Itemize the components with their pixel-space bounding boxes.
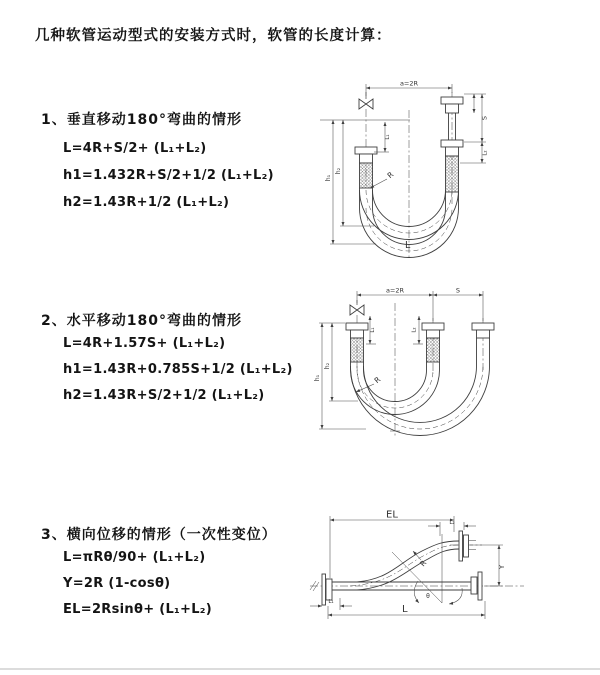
- section2-formula-L: L=4R+1.57S+ (L₁+L₂): [63, 336, 226, 351]
- d1-label-stroke: S: [480, 115, 489, 121]
- d1-label-h1: h₁: [325, 174, 332, 182]
- section3-formula-Y: Y=2R (1-cosθ): [63, 576, 171, 591]
- section3-heading: 3、横向位移的情形（一次性变位）: [41, 527, 277, 543]
- d3-label-radius: R: [417, 558, 429, 569]
- d2-label-h1: h₁: [314, 374, 321, 382]
- diagram-vertical-180-bend: [308, 66, 588, 261]
- d1-label-l1: L₁: [385, 134, 391, 140]
- section2-formula-h2: h2=1.43R+S/2+1/2 (L₁+L₂): [63, 388, 265, 403]
- d1-label-span: a=2R: [399, 79, 419, 88]
- d3-label-el: EL: [386, 509, 398, 521]
- section1-heading: 1、垂直移动180°弯曲的情形: [41, 112, 242, 128]
- diagram-lateral-displacement: [302, 502, 600, 652]
- d2-label-h2: h₂: [324, 362, 331, 370]
- page-title: 几种软管运动型式的安装方式时，软管的长度计算：: [35, 28, 392, 44]
- section3-formula-EL: EL=2Rsinθ+ (L₁+L₂): [63, 602, 213, 617]
- d1-label-radius: R: [385, 169, 396, 181]
- d3-label-theta: θ: [426, 593, 430, 600]
- d2-label-stroke: S: [455, 286, 461, 295]
- d1-label-l2: L₂: [482, 150, 489, 156]
- diagram-horizontal-180-bend: [306, 278, 591, 458]
- d2-label-l2: L₂: [411, 327, 418, 333]
- section2-heading: 2、水平移动180°弯曲的情形: [41, 313, 242, 329]
- d1-label-h2: h₂: [335, 167, 342, 175]
- d3-label-l1: L₁: [328, 599, 334, 605]
- section1-formula-h2: h2=1.43R+1/2 (L₁+L₂): [63, 195, 230, 210]
- d1-label-length: L: [405, 240, 411, 251]
- section2-formula-h1: h1=1.43R+0.785S+1/2 (L₁+L₂): [63, 362, 293, 377]
- d2-label-radius: R: [372, 374, 383, 386]
- d3-label-y: Y: [498, 564, 506, 570]
- d3-label-l2: L₂: [449, 520, 455, 526]
- section1-formula-L: L=4R+S/2+ (L₁+L₂): [63, 141, 207, 156]
- section1-formula-h1: h1=1.432R+S/2+1/2 (L₁+L₂): [63, 168, 274, 183]
- d2-label-span: a=2R: [385, 286, 405, 295]
- section3-formula-L: L=πRθ/90+ (L₁+L₂): [63, 550, 206, 565]
- d3-label-length: L: [402, 604, 408, 615]
- page-bottom-edge: [0, 668, 600, 670]
- d2-label-l1: L₁: [370, 327, 376, 333]
